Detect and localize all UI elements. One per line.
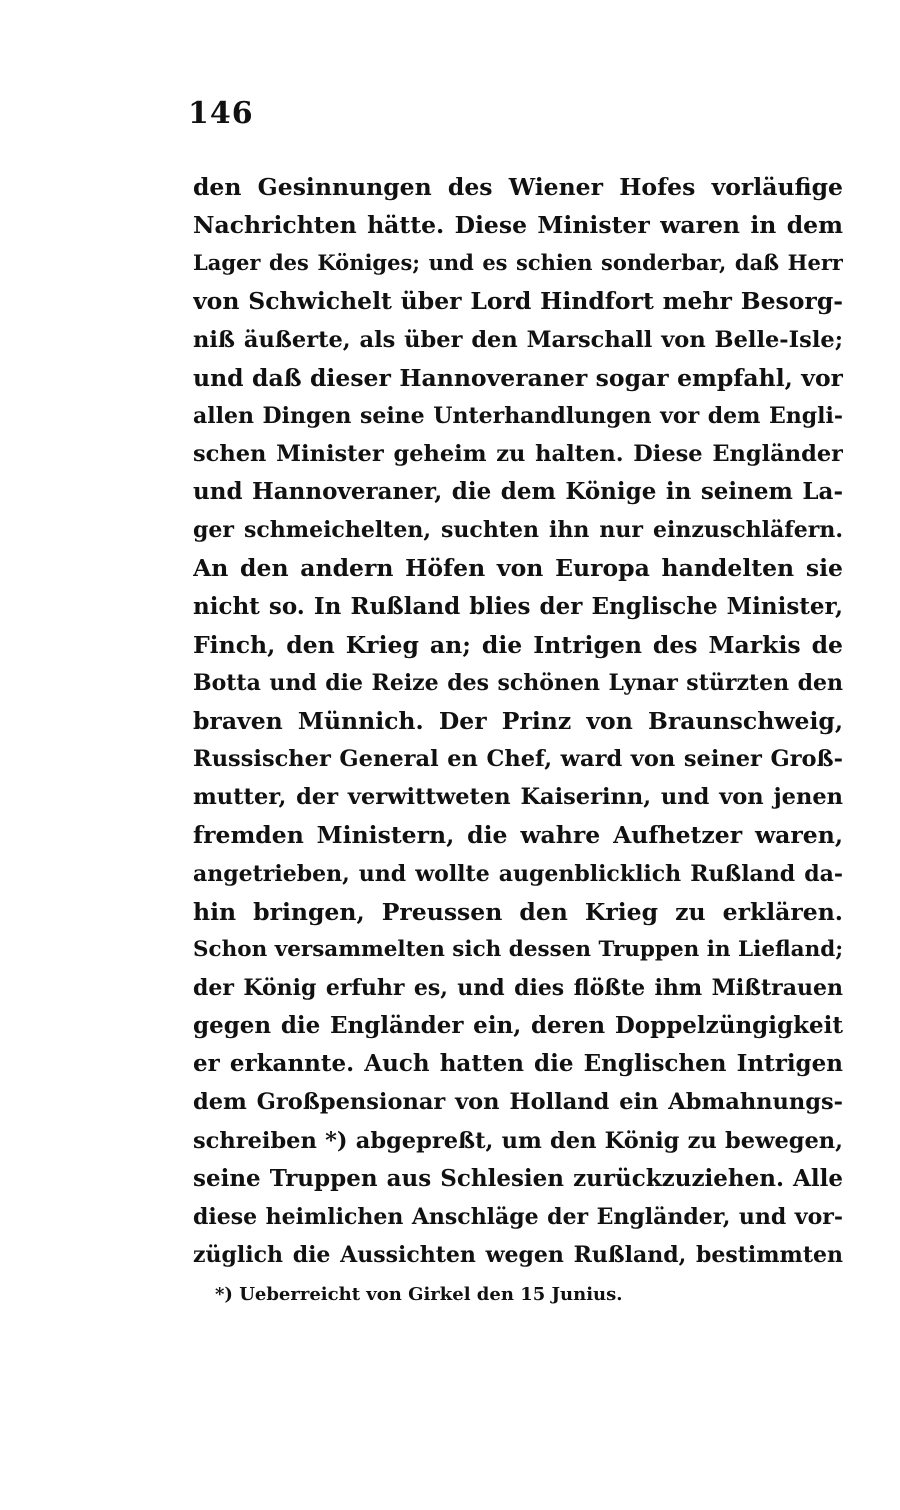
text-line: Russischer General en Chef, ward von seiner Groß- xyxy=(193,746,843,773)
text-line: ger schmeichelten, suchten ihn nur einzuschläfern. xyxy=(193,517,843,544)
text-line: gegen die Engländer ein, deren Doppelzüngigkeit xyxy=(193,1012,843,1040)
text-line: angetrieben, und wollte augenblicklich Rußland da- xyxy=(193,860,843,887)
text-line: niß äußerte, als über den Marschall von Belle-Isle; xyxy=(193,326,843,353)
text-line: diese heimlichen Anschläge der Engländer, und vor- xyxy=(193,1203,843,1230)
text-line: braven Münnich. Der Prinz von Braunschweig, xyxy=(193,706,843,735)
text-line: allen Dingen seine Unterhandlungen vor dem Engli- xyxy=(193,402,843,429)
text-line: schen Minister geheim zu halten. Diese Engländer xyxy=(193,440,843,467)
body-text xyxy=(193,168,843,1274)
text-line: Nachrichten hätte. Diese Minister waren in dem xyxy=(193,211,843,240)
text-line: An den andern Höfen von Europa handelten sie xyxy=(193,554,843,583)
text-line: mutter, der verwittweten Kaiserinn, und von jenen xyxy=(193,784,843,811)
text-line: Schon versammelten sich dessen Truppen in Liefland; xyxy=(193,936,843,962)
text-line: nicht so. In Rußland blies der Englische Minister, xyxy=(193,592,843,620)
text-line: der König erfuhr es, und dies flößte ihm Mißtrauen xyxy=(193,974,843,1001)
text-line: Lager des Königes; und es schien sonderbar, daß Herr xyxy=(193,250,843,276)
text-line: und daß dieser Hannoveraner sogar empfahl, vor xyxy=(193,363,843,392)
text-line: den Gesinnungen des Wiener Hofes vorläufige xyxy=(193,173,843,201)
text-line: von Schwichelt über Lord Hindfort mehr Besorg- xyxy=(193,287,843,316)
text-line: und Hannoveraner, die dem Könige in seinem La- xyxy=(193,478,843,506)
text-line: seine Truppen aus Schlesien zurückzuziehen. Alle xyxy=(193,1164,843,1192)
text-line: züglich die Aussichten wegen Rußland, bestimmten xyxy=(193,1241,843,1268)
page-number: 146 xyxy=(188,96,254,131)
text-line: hin bringen, Preussen den Krieg zu erklären. xyxy=(193,897,843,926)
text-line: schreiben *) abgepreßt, um den König zu bewegen, xyxy=(193,1127,843,1154)
text-line: er erkannte. Auch hatten die Englischen Intrigen xyxy=(193,1050,843,1078)
text-line: fremden Ministern, die wahre Aufhetzer waren, xyxy=(193,821,843,850)
text-line: Finch, den Krieg an; die Intrigen des Markis de xyxy=(193,630,843,659)
text-line: Botta und die Reize des schönen Lynar stürzten den xyxy=(193,669,843,696)
text-line: dem Großpensionar von Holland ein Abmahnungs- xyxy=(193,1089,843,1116)
footnote: *) Ueberreicht von Girkel den 15 Junius. xyxy=(215,1284,623,1305)
